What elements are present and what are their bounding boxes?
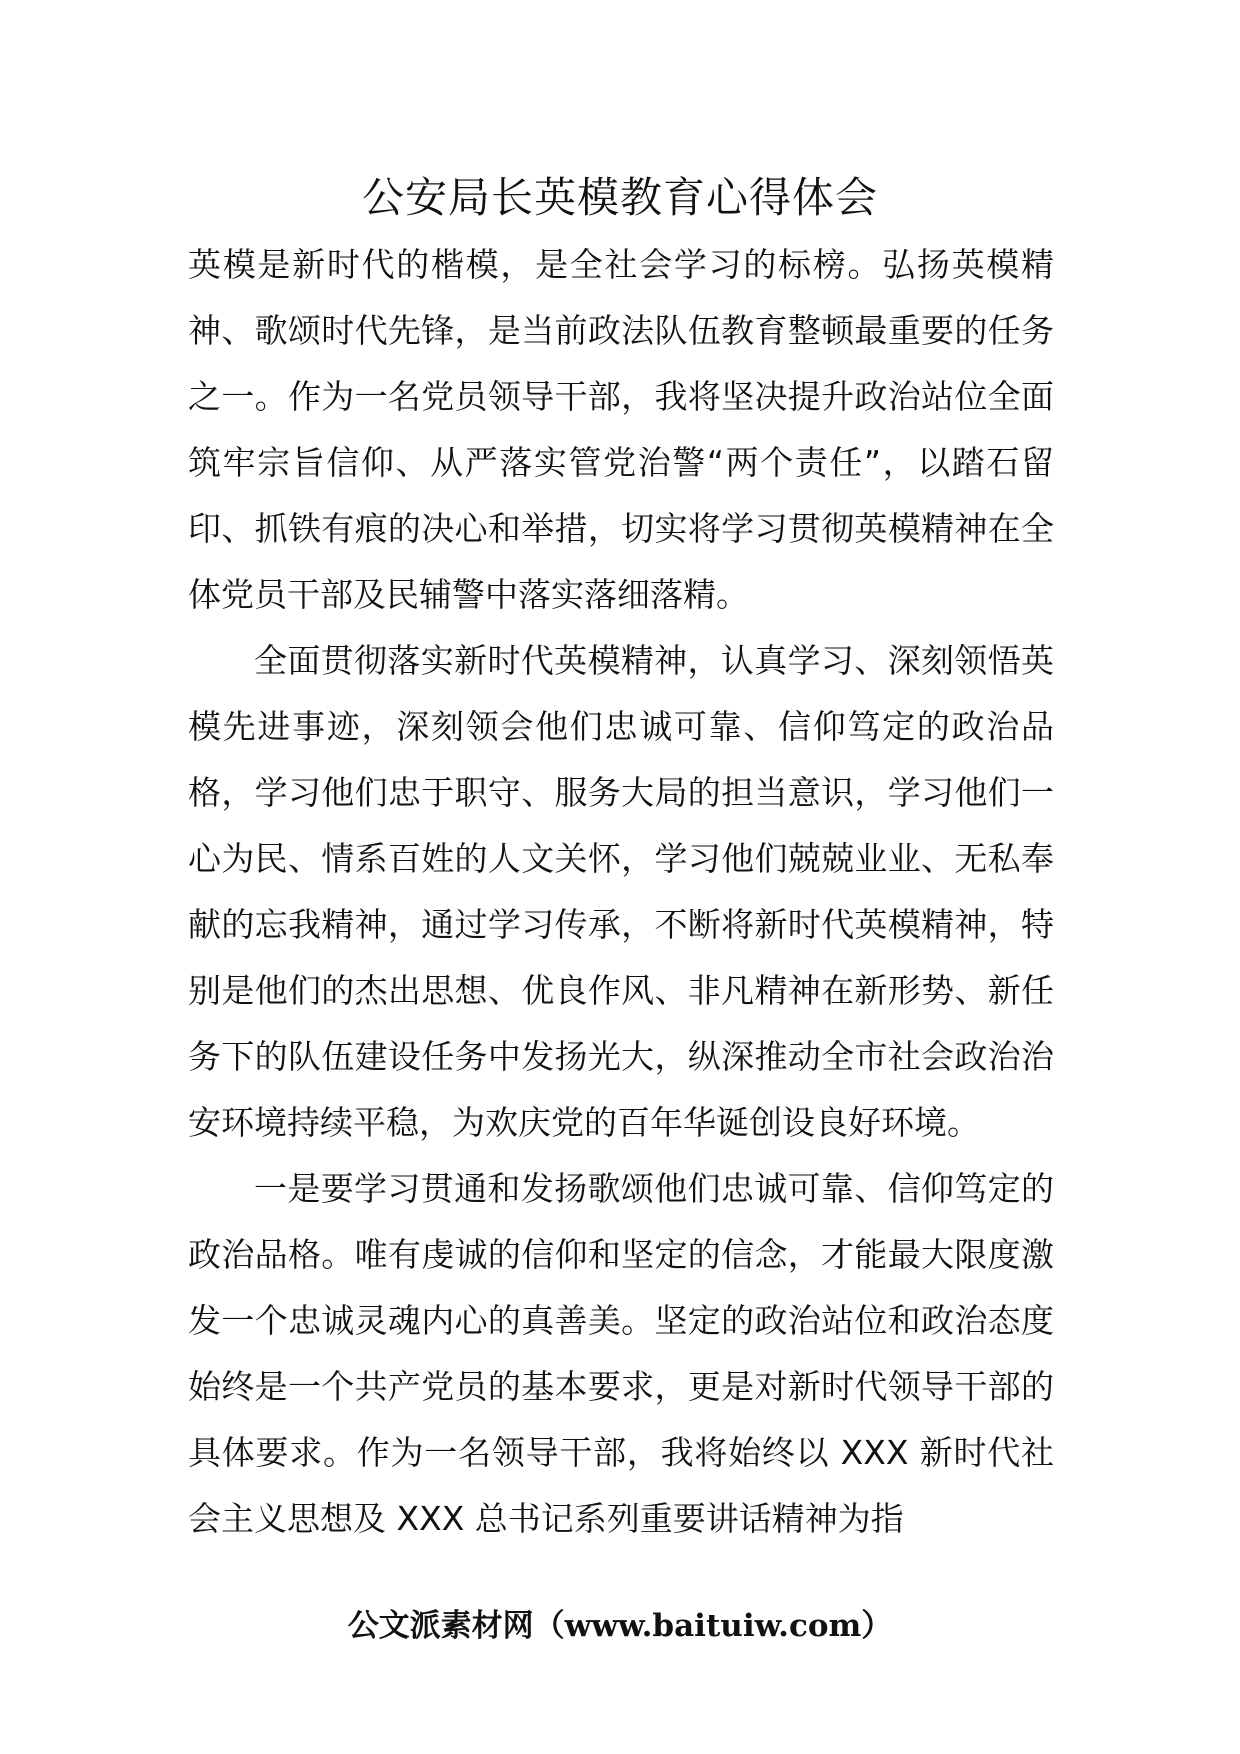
paragraph-3: 一是要学习贯通和发扬歌颂他们忠诚可靠、信仰笃定的政治品格。唯有虔诚的信仰和坚定的信念，才能最大限度激发一个忠诚灵魂内心的真善美。坚定的政治站位和政治态度始终是一个共产党员的基本要求，更是对新时代领导干部的具体要求。作为一名领导干部，我将始终以 XXX 新时代社会主义思想及 XXX 总书记系列重要讲话精神为指 [188,1169,1054,1538]
paragraph-1: 英模是新时代的楷模，是全社会学习的标榜。弘扬英模精神、歌颂时代先锋，是当前政法队伍教育整顿最重要的任务之一。作为一名党员领导干部，我将坚决提升政治站位全面筑牢宗旨信仰、从严落实管党治警“两个责任”，以踏石留印、抓铁有痕的决心和举措，切实将学习贯彻英模精神在全体党员干部及民辅警中落实落细落精。 [188,245,1054,614]
document-title: 公安局长英模教育心得体会 [361,173,878,222]
paragraph-2: 全面贯彻落实新时代英模精神，认真学习、深刻领悟英模先进事迹，深刻领会他们忠诚可靠、信仰笃定的政治品格，学习他们忠于职守、服务大局的担当意识，学习他们一心为民、情系百姓的人文关怀，学习他们兢兢业业、无私奉献的忘我精神，通过学习传承，不断将新时代英模精神，特别是他们的杰出思想、优良作风、非凡精神在新形势、新任务下的队伍建设任务中发扬光大，纵深推动全市社会政治治安环境持续平稳，为欢庆党的百年华诞创设良好环境。 [188,641,1054,1142]
footer-watermark: 公文派素材网（www.baituiw.com） [347,1608,893,1644]
document-body [188,232,1054,1552]
